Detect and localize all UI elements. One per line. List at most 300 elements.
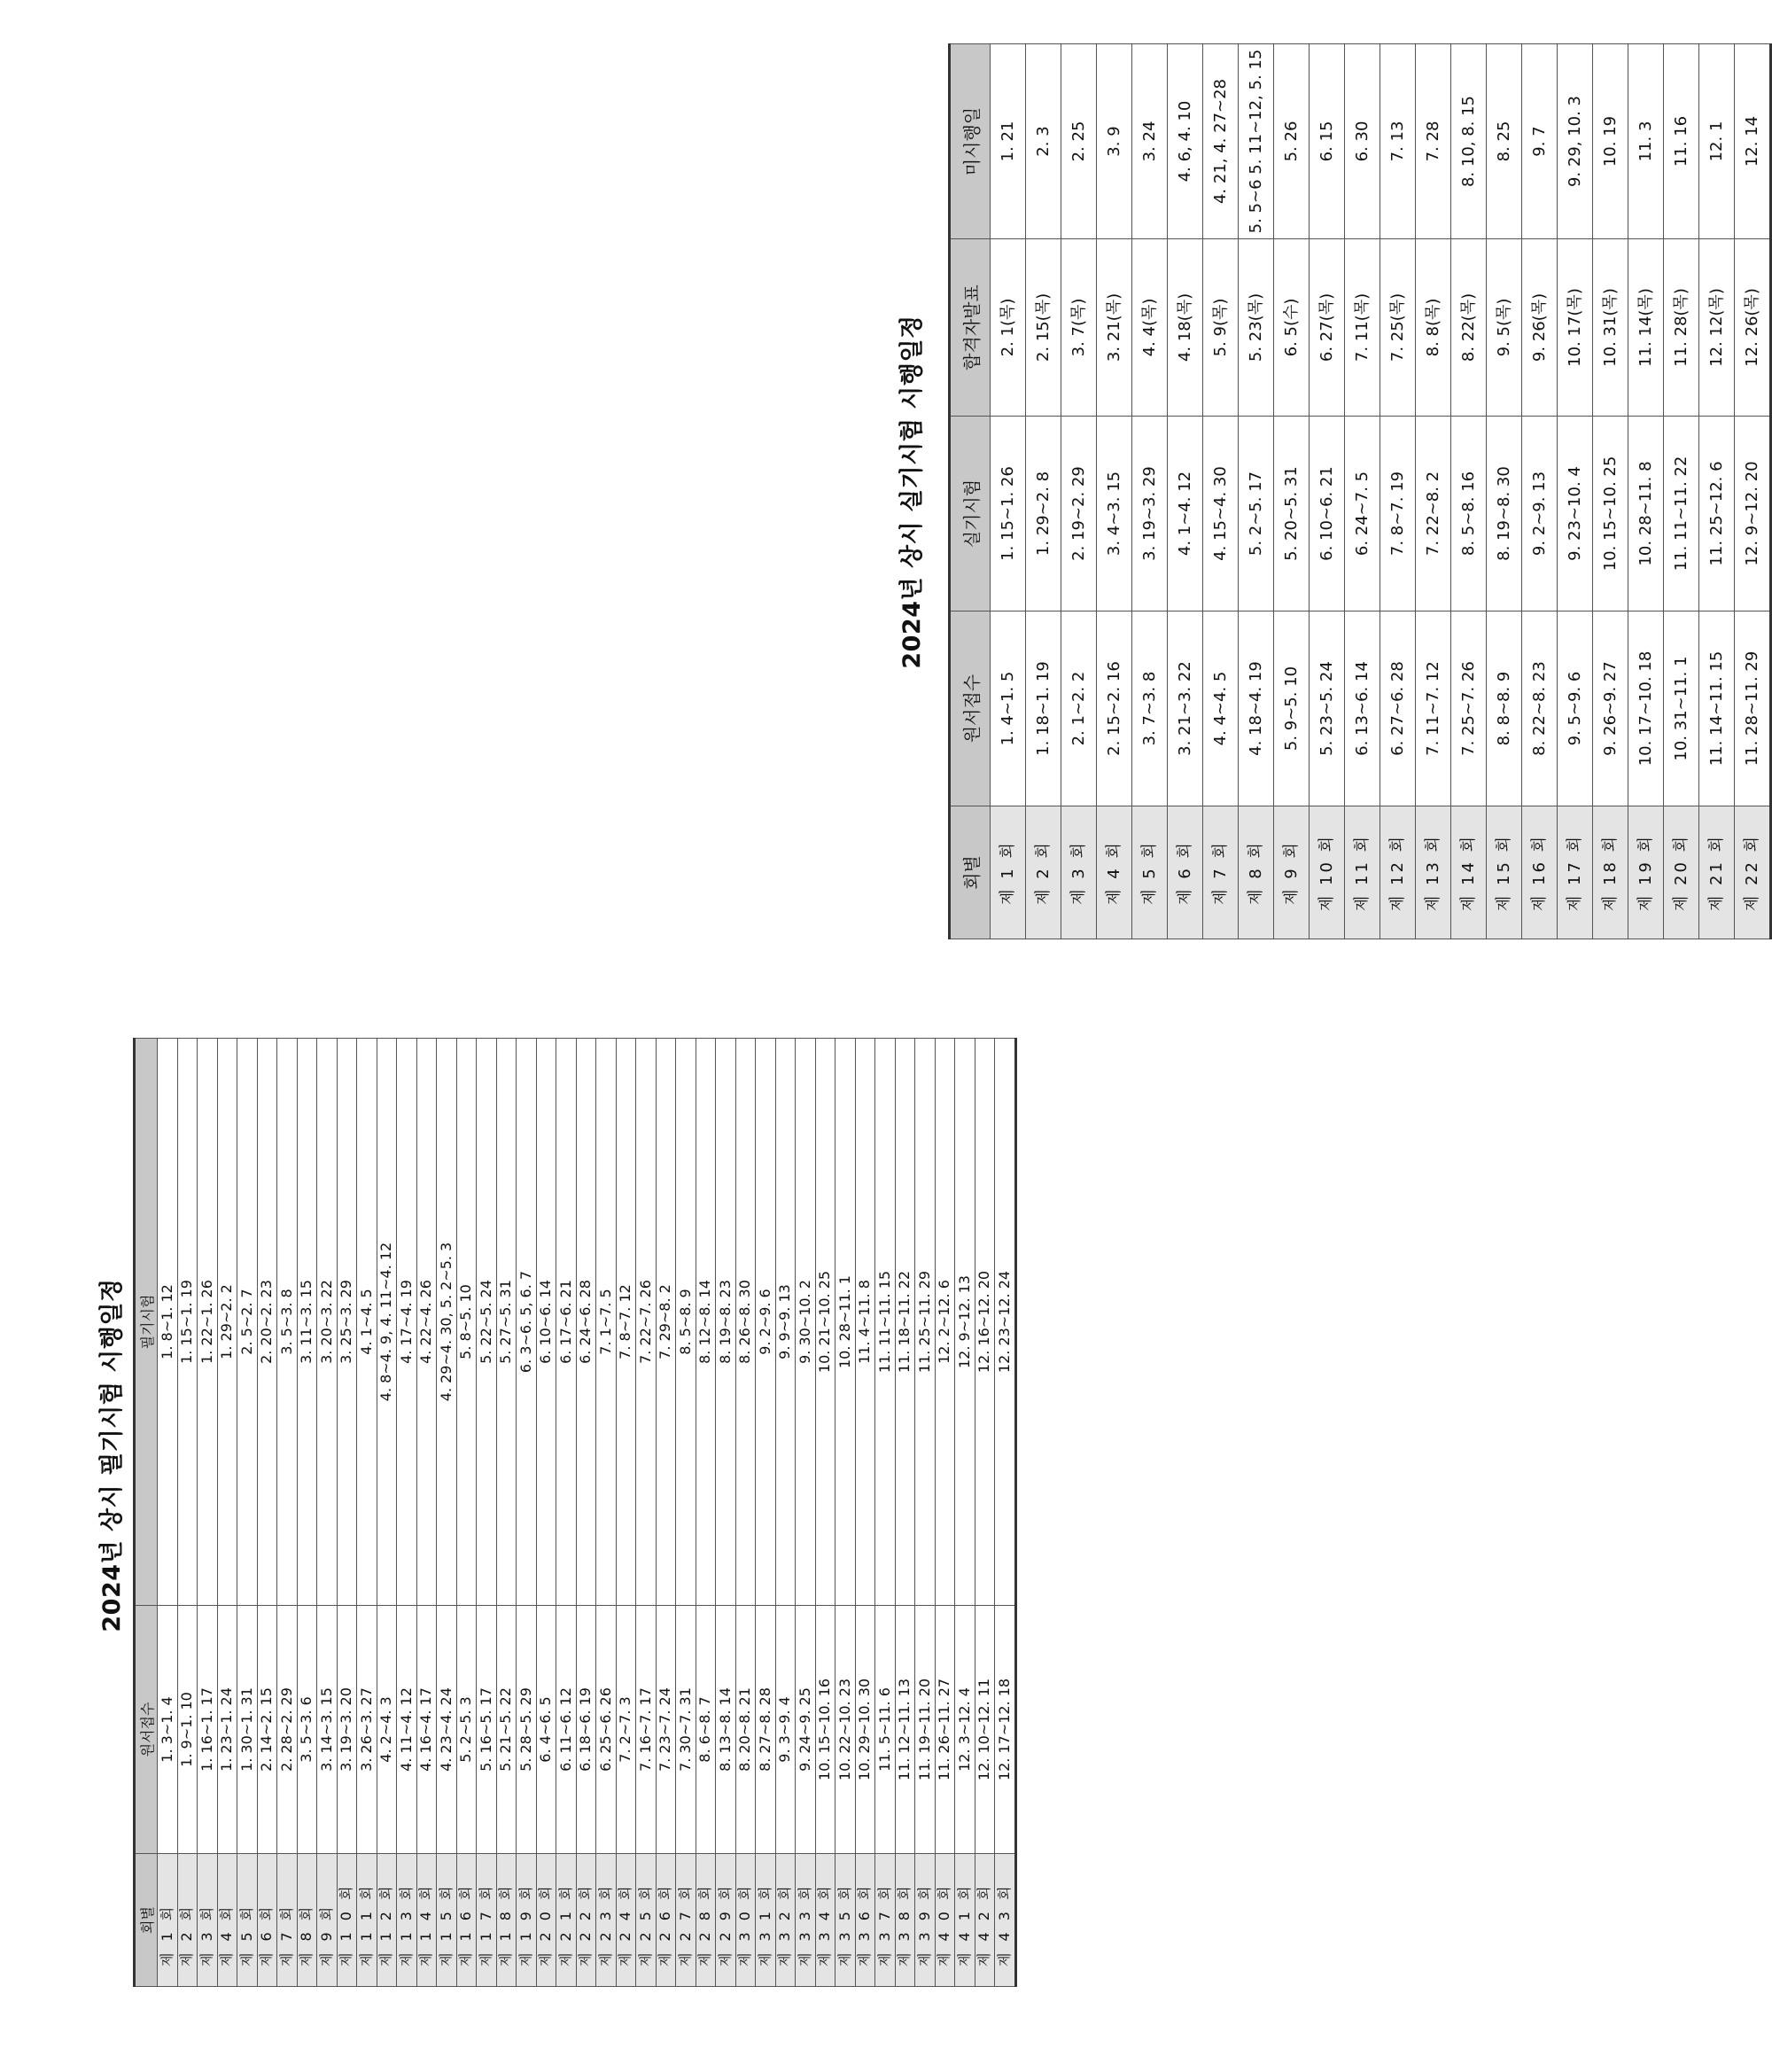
table-row (875, 1039, 896, 1987)
table-row (1735, 44, 1771, 939)
result-announcement-cell: 5. 23(목) (1239, 239, 1274, 417)
round-cell: 제 21 회 (1699, 806, 1735, 939)
application-cell: 7. 2~7. 3 (616, 1606, 636, 1854)
table-row (915, 1039, 936, 1987)
round-cell: 제 5 회 (237, 1854, 258, 1987)
column-header-round: 회별 (950, 806, 991, 939)
round-cell: 제 4 0 회 (935, 1854, 955, 1987)
application-cell: 10. 31~11. 1 (1664, 611, 1699, 806)
table-row (975, 1039, 995, 1987)
application-cell: 8. 6~8. 7 (696, 1606, 716, 1854)
table-row (815, 1039, 835, 1987)
result-announcement-cell: 11. 28(목) (1664, 239, 1699, 417)
round-cell: 제 7 회 (277, 1854, 298, 1987)
table-row (735, 1039, 756, 1987)
application-cell: 8. 13~8. 14 (716, 1606, 736, 1854)
non-exam-days-cell: 2. 25 (1061, 44, 1097, 239)
table-row (297, 1039, 317, 1987)
table-header-row (950, 44, 991, 939)
table-row (1628, 44, 1664, 939)
written-exam-cell: 4. 1~4. 5 (357, 1039, 377, 1606)
table-row (277, 1039, 298, 1987)
non-exam-days-cell: 11. 3 (1628, 44, 1664, 239)
non-exam-days-cell: 1. 21 (991, 44, 1026, 239)
round-cell: 제 8 회 (297, 1854, 317, 1987)
practical-exam-cell: 6. 24~7. 5 (1345, 417, 1380, 611)
round-cell: 제 1 3 회 (397, 1854, 417, 1987)
table-row (1310, 44, 1345, 939)
written-exam-cell: 9. 30~10. 2 (796, 1039, 816, 1606)
round-cell: 제 3 회 (198, 1854, 218, 1987)
written-exam-section (97, 1039, 1013, 1987)
table-row (1026, 44, 1061, 939)
round-cell: 제 3 9 회 (915, 1854, 936, 1987)
practical-exam-cell: 7. 22~8. 2 (1416, 417, 1451, 611)
table-row (835, 1039, 856, 1987)
application-cell: 1. 16~1. 17 (198, 1606, 218, 1854)
written-exam-cell: 6. 17~6. 21 (556, 1039, 577, 1606)
round-cell: 제 2 회 (1026, 806, 1061, 939)
written-exam-cell: 12. 2~12. 6 (935, 1039, 955, 1606)
practical-exam-cell: 1. 15~1. 26 (991, 417, 1026, 611)
written-exam-cell: 3. 5~3. 8 (277, 1039, 298, 1606)
application-cell: 7. 30~7. 31 (676, 1606, 696, 1854)
application-cell: 12. 10~12. 11 (975, 1606, 995, 1854)
application-cell: 1. 18~1. 19 (1026, 611, 1061, 806)
application-cell: 11. 28~11. 29 (1735, 611, 1771, 806)
table-row (596, 1039, 617, 1987)
application-cell: 6. 18~6. 19 (576, 1606, 596, 1854)
result-announcement-cell: 4. 4(목) (1132, 239, 1168, 417)
non-exam-days-cell: 11. 16 (1664, 44, 1699, 239)
table-row (1203, 44, 1239, 939)
written-exam-cell: 8. 19~8. 23 (716, 1039, 736, 1606)
application-cell: 5. 9~5. 10 (1274, 611, 1310, 806)
application-cell: 7. 11~7. 12 (1416, 611, 1451, 806)
non-exam-days-cell: 3. 24 (1132, 44, 1168, 239)
written-exam-cell: 11. 4~11. 8 (855, 1039, 875, 1606)
table-row (257, 1039, 277, 1987)
written-exam-cell: 11. 18~11. 22 (895, 1039, 915, 1606)
practical-exam-cell: 3. 4~3. 15 (1097, 417, 1132, 611)
application-cell: 3. 21~3. 22 (1168, 611, 1203, 806)
table-row (955, 1039, 975, 1987)
application-cell: 5. 16~5. 17 (477, 1606, 497, 1854)
table-row (636, 1039, 657, 1987)
table-row (1345, 44, 1380, 939)
round-cell: 제 15 회 (1487, 806, 1522, 939)
result-announcement-cell: 3. 21(목) (1097, 239, 1132, 417)
column-header-result-announcement: 합격자발표 (950, 239, 991, 417)
table-row (991, 44, 1026, 939)
round-cell: 제 2 4 회 (616, 1854, 636, 1987)
application-cell: 1. 4~1. 5 (991, 611, 1026, 806)
non-exam-days-cell: 8. 10, 8. 15 (1451, 44, 1487, 239)
written-exam-cell: 11. 25~11. 29 (915, 1039, 936, 1606)
application-cell: 9. 5~9. 6 (1558, 611, 1593, 806)
round-cell: 제 9 회 (317, 1854, 338, 1987)
practical-schedule-title: 2024년 상시 실기시험 시행일정 (898, 315, 926, 669)
practical-exam-cell: 2. 19~2. 29 (1061, 417, 1097, 611)
written-exam-cell: 3. 20~3. 22 (317, 1039, 338, 1606)
round-cell: 제 9 회 (1274, 806, 1310, 939)
result-announcement-cell: 11. 14(목) (1628, 239, 1664, 417)
written-exam-cell: 4. 8~4. 9, 4. 11~4. 12 (377, 1039, 397, 1606)
non-exam-days-cell: 12. 1 (1699, 44, 1735, 239)
application-cell: 11. 5~11. 6 (875, 1606, 896, 1854)
application-cell: 1. 9~1. 10 (177, 1606, 198, 1854)
table-row (1487, 44, 1522, 939)
application-cell: 9. 24~9. 25 (796, 1606, 816, 1854)
application-cell: 7. 25~7. 26 (1451, 611, 1487, 806)
application-cell: 5. 2~5. 3 (456, 1606, 477, 1854)
practical-exam-cell: 9. 23~10. 4 (1558, 417, 1593, 611)
round-cell: 제 13 회 (1416, 806, 1451, 939)
practical-schedule-table (948, 43, 1772, 939)
round-cell: 제 3 1 회 (756, 1854, 776, 1987)
round-cell: 제 2 3 회 (596, 1854, 617, 1987)
written-exam-cell: 7. 29~8. 2 (656, 1039, 676, 1606)
practical-exam-cell: 6. 10~6. 21 (1310, 417, 1345, 611)
table-row (1522, 44, 1558, 939)
result-announcement-cell: 12. 26(목) (1735, 239, 1771, 417)
table-row (1061, 44, 1097, 939)
written-exam-cell: 5. 8~5. 10 (456, 1039, 477, 1606)
non-exam-days-cell: 5. 26 (1274, 44, 1310, 239)
table-row (437, 1039, 457, 1987)
round-cell: 제 1 7 회 (477, 1854, 497, 1987)
round-cell: 제 2 회 (177, 1854, 198, 1987)
result-announcement-cell: 10. 17(목) (1558, 239, 1593, 417)
written-exam-cell: 3. 25~3. 29 (337, 1039, 357, 1606)
practical-exam-cell: 3. 19~3. 29 (1132, 417, 1168, 611)
written-schedule-table (133, 1038, 1017, 1987)
table-row (796, 1039, 816, 1987)
round-cell: 제 2 8 회 (696, 1854, 716, 1987)
written-exam-cell: 4. 22~4. 26 (416, 1039, 437, 1606)
non-exam-days-cell: 9. 7 (1522, 44, 1558, 239)
round-cell: 제 11 회 (1345, 806, 1380, 939)
non-exam-days-cell: 6. 15 (1310, 44, 1345, 239)
column-header-round: 회별 (135, 1854, 158, 1987)
round-cell: 제 2 0 회 (536, 1854, 556, 1987)
round-cell: 제 3 5 회 (835, 1854, 856, 1987)
non-exam-days-cell: 6. 30 (1345, 44, 1380, 239)
round-cell: 제 19 회 (1628, 806, 1664, 939)
round-cell: 제 1 회 (158, 1854, 178, 1987)
table-row (337, 1039, 357, 1987)
table-row (377, 1039, 397, 1987)
application-cell: 9. 26~9. 27 (1593, 611, 1628, 806)
table-row (517, 1039, 537, 1987)
round-cell: 제 2 9 회 (716, 1854, 736, 1987)
table-row (1380, 44, 1416, 939)
table-header-row (135, 1039, 158, 1987)
table-row (935, 1039, 955, 1987)
application-cell: 9. 3~9. 4 (775, 1606, 796, 1854)
application-cell: 11. 14~11. 15 (1699, 611, 1735, 806)
non-exam-days-cell: 4. 21, 4. 27~28 (1203, 44, 1239, 239)
written-exam-cell: 5. 27~5. 31 (496, 1039, 517, 1606)
table-row (217, 1039, 237, 1987)
practical-exam-cell: 4. 15~4. 30 (1203, 417, 1239, 611)
application-cell: 8. 8~8. 9 (1487, 611, 1522, 806)
table-row (1097, 44, 1132, 939)
round-cell: 제 1 회 (991, 806, 1026, 939)
written-exam-cell: 9. 9~9. 13 (775, 1039, 796, 1606)
non-exam-days-cell: 2. 3 (1026, 44, 1061, 239)
result-announcement-cell: 7. 11(목) (1345, 239, 1380, 417)
result-announcement-cell: 10. 31(목) (1593, 239, 1628, 417)
non-exam-days-cell: 8. 25 (1487, 44, 1522, 239)
application-cell: 4. 11~4. 12 (397, 1606, 417, 1854)
round-cell: 제 1 0 회 (337, 1854, 357, 1987)
non-exam-days-cell: 3. 9 (1097, 44, 1132, 239)
written-exam-cell: 2. 5~2. 7 (237, 1039, 258, 1606)
round-cell: 제 4 회 (217, 1854, 237, 1987)
table-row (237, 1039, 258, 1987)
application-cell: 6. 11~6. 12 (556, 1606, 577, 1854)
application-cell: 2. 14~2. 15 (257, 1606, 277, 1854)
application-cell: 6. 25~6. 26 (596, 1606, 617, 1854)
written-exam-cell: 9. 2~9. 6 (756, 1039, 776, 1606)
practical-exam-cell: 10. 15~10. 25 (1593, 417, 1628, 611)
application-cell: 5. 21~5. 22 (496, 1606, 517, 1854)
application-cell: 2. 15~2. 16 (1097, 611, 1132, 806)
table-row (756, 1039, 776, 1987)
table-row (477, 1039, 497, 1987)
column-header-written-exam: 필기시험 (135, 1039, 158, 1606)
written-exam-cell: 7. 1~7. 5 (596, 1039, 617, 1606)
application-cell: 10. 22~10. 23 (835, 1606, 856, 1854)
practical-exam-section (886, 44, 1761, 939)
written-exam-cell: 4. 29~4. 30, 5. 2~5. 3 (437, 1039, 457, 1606)
application-cell: 4. 16~4. 17 (416, 1606, 437, 1854)
result-announcement-cell: 8. 8(목) (1416, 239, 1451, 417)
application-cell: 6. 4~6. 5 (536, 1606, 556, 1854)
practical-exam-cell: 11. 25~12. 6 (1699, 417, 1735, 611)
round-cell: 제 20 회 (1664, 806, 1699, 939)
round-cell: 제 6 회 (1168, 806, 1203, 939)
application-cell: 4. 23~4. 24 (437, 1606, 457, 1854)
result-announcement-cell: 4. 18(목) (1168, 239, 1203, 417)
written-exam-cell: 6. 10~6. 14 (536, 1039, 556, 1606)
written-exam-cell: 10. 28~11. 1 (835, 1039, 856, 1606)
written-exam-cell: 12. 9~12. 13 (955, 1039, 975, 1606)
application-cell: 11. 26~11. 27 (935, 1606, 955, 1854)
table-row (158, 1039, 178, 1987)
application-cell: 7. 23~7. 24 (656, 1606, 676, 1854)
result-announcement-cell: 5. 9(목) (1203, 239, 1239, 417)
written-exam-cell: 5. 22~5. 24 (477, 1039, 497, 1606)
table-row (177, 1039, 198, 1987)
result-announcement-cell: 6. 5(수) (1274, 239, 1310, 417)
round-cell: 제 3 7 회 (875, 1854, 896, 1987)
application-cell: 5. 23~5. 24 (1310, 611, 1345, 806)
round-cell: 제 4 3 회 (995, 1854, 1016, 1987)
column-header-application: 원서접수 (950, 611, 991, 806)
practical-exam-cell: 4. 1~4. 12 (1168, 417, 1203, 611)
table-row (895, 1039, 915, 1987)
practical-exam-cell: 8. 5~8. 16 (1451, 417, 1487, 611)
application-cell: 7. 16~7. 17 (636, 1606, 657, 1854)
table-row (397, 1039, 417, 1987)
application-cell: 1. 3~1. 4 (158, 1606, 178, 1854)
written-exam-cell: 3. 11~3. 15 (297, 1039, 317, 1606)
application-cell: 10. 15~10. 16 (815, 1606, 835, 1854)
round-cell: 제 2 6 회 (656, 1854, 676, 1987)
table-row (656, 1039, 676, 1987)
application-cell: 11. 12~11. 13 (895, 1606, 915, 1854)
table-row (556, 1039, 577, 1987)
written-exam-cell: 11. 11~11. 15 (875, 1039, 896, 1606)
application-cell: 6. 27~6. 28 (1380, 611, 1416, 806)
non-exam-days-cell: 5. 5~6 5. 11~12, 5. 15 (1239, 44, 1274, 239)
written-exam-cell: 4. 17~4. 19 (397, 1039, 417, 1606)
table-row (576, 1039, 596, 1987)
round-cell: 제 3 0 회 (735, 1854, 756, 1987)
round-cell: 제 3 4 회 (815, 1854, 835, 1987)
written-exam-cell: 1. 29~2. 2 (217, 1039, 237, 1606)
practical-exam-cell: 8. 19~8. 30 (1487, 417, 1522, 611)
round-cell: 제 1 1 회 (357, 1854, 377, 1987)
table-row (696, 1039, 716, 1987)
practical-exam-cell: 9. 2~9. 13 (1522, 417, 1558, 611)
round-cell: 제 5 회 (1132, 806, 1168, 939)
round-cell: 제 1 4 회 (416, 1854, 437, 1987)
written-exam-cell: 1. 15~1. 19 (177, 1039, 198, 1606)
round-cell: 제 2 2 회 (576, 1854, 596, 1987)
practical-exam-cell: 5. 2~5. 17 (1239, 417, 1274, 611)
application-cell: 4. 2~4. 3 (377, 1606, 397, 1854)
table-row (775, 1039, 796, 1987)
round-cell: 제 2 1 회 (556, 1854, 577, 1987)
round-cell: 제 12 회 (1380, 806, 1416, 939)
application-cell: 8. 20~8. 21 (735, 1606, 756, 1854)
non-exam-days-cell: 9. 29, 10. 3 (1558, 44, 1593, 239)
table-row (496, 1039, 517, 1987)
application-cell: 12. 3~12. 4 (955, 1606, 975, 1854)
written-exam-cell: 2. 20~2. 23 (257, 1039, 277, 1606)
practical-exam-cell: 7. 8~7. 19 (1380, 417, 1416, 611)
written-exam-cell: 7. 8~7. 12 (616, 1039, 636, 1606)
non-exam-days-cell: 7. 13 (1380, 44, 1416, 239)
written-schedule-title: 2024년 상시 필기시험 시행일정 (98, 1278, 126, 1632)
round-cell: 제 3 8 회 (895, 1854, 915, 1987)
application-cell: 12. 17~12. 18 (995, 1606, 1016, 1854)
round-cell: 제 3 2 회 (775, 1854, 796, 1987)
application-cell: 3. 5~3. 6 (297, 1606, 317, 1854)
table-row (676, 1039, 696, 1987)
application-cell: 10. 29~10. 30 (855, 1606, 875, 1854)
table-row (1558, 44, 1593, 939)
application-cell: 2. 1~2. 2 (1061, 611, 1097, 806)
application-cell: 3. 14~3. 15 (317, 1606, 338, 1854)
round-cell: 제 16 회 (1522, 806, 1558, 939)
table-row (995, 1039, 1016, 1987)
practical-exam-cell: 5. 20~5. 31 (1274, 417, 1310, 611)
practical-exam-cell: 11. 11~11. 22 (1664, 417, 1699, 611)
table-row (357, 1039, 377, 1987)
written-exam-cell: 6. 3~6. 5, 6. 7 (517, 1039, 537, 1606)
round-cell: 제 1 6 회 (456, 1854, 477, 1987)
application-cell: 11. 19~11. 20 (915, 1606, 936, 1854)
practical-exam-cell: 10. 28~11. 8 (1628, 417, 1664, 611)
non-exam-days-cell: 7. 28 (1416, 44, 1451, 239)
application-cell: 3. 7~3. 8 (1132, 611, 1168, 806)
result-announcement-cell: 6. 27(목) (1310, 239, 1345, 417)
table-row (1168, 44, 1203, 939)
application-cell: 4. 4~4. 5 (1203, 611, 1239, 806)
table-row (1132, 44, 1168, 939)
written-exam-cell: 6. 24~6. 28 (576, 1039, 596, 1606)
non-exam-days-cell: 10. 19 (1593, 44, 1628, 239)
table-row (416, 1039, 437, 1987)
column-header-non-exam-days: 미시행일 (950, 44, 991, 239)
round-cell: 제 1 5 회 (437, 1854, 457, 1987)
table-row (616, 1039, 636, 1987)
result-announcement-cell: 8. 22(목) (1451, 239, 1487, 417)
application-cell: 1. 30~1. 31 (237, 1606, 258, 1854)
written-exam-cell: 8. 26~8. 30 (735, 1039, 756, 1606)
column-header-application: 원서접수 (135, 1606, 158, 1854)
application-cell: 5. 28~5. 29 (517, 1606, 537, 1854)
round-cell: 제 2 7 회 (676, 1854, 696, 1987)
result-announcement-cell: 2. 1(목) (991, 239, 1026, 417)
table-row (536, 1039, 556, 1987)
written-exam-cell: 8. 12~8. 14 (696, 1039, 716, 1606)
round-cell: 제 6 회 (257, 1854, 277, 1987)
result-announcement-cell: 3. 7(목) (1061, 239, 1097, 417)
round-cell: 제 18 회 (1593, 806, 1628, 939)
round-cell: 제 7 회 (1203, 806, 1239, 939)
application-cell: 8. 22~8. 23 (1522, 611, 1558, 806)
round-cell: 제 3 회 (1061, 806, 1097, 939)
round-cell: 제 4 1 회 (955, 1854, 975, 1987)
result-announcement-cell: 7. 25(목) (1380, 239, 1416, 417)
table-row (1239, 44, 1274, 939)
application-cell: 1. 23~1. 24 (217, 1606, 237, 1854)
application-cell: 4. 18~4. 19 (1239, 611, 1274, 806)
result-announcement-cell: 2. 15(목) (1026, 239, 1061, 417)
round-cell: 제 4 회 (1097, 806, 1132, 939)
table-row (1593, 44, 1628, 939)
written-exam-cell: 1. 8~1. 12 (158, 1039, 178, 1606)
table-row (1416, 44, 1451, 939)
round-cell: 제 14 회 (1451, 806, 1487, 939)
practical-exam-cell: 1. 29~2. 8 (1026, 417, 1061, 611)
round-cell: 제 1 2 회 (377, 1854, 397, 1987)
result-announcement-cell: 9. 5(목) (1487, 239, 1522, 417)
round-cell: 제 3 3 회 (796, 1854, 816, 1987)
round-cell: 제 4 2 회 (975, 1854, 995, 1987)
table-row (716, 1039, 736, 1987)
table-row (1451, 44, 1487, 939)
result-announcement-cell: 9. 26(목) (1522, 239, 1558, 417)
table-row (1664, 44, 1699, 939)
written-exam-cell: 1. 22~1. 26 (198, 1039, 218, 1606)
table-row (198, 1039, 218, 1987)
non-exam-days-cell: 12. 14 (1735, 44, 1771, 239)
table-row (1699, 44, 1735, 939)
table-row (456, 1039, 477, 1987)
written-exam-cell: 8. 5~8. 9 (676, 1039, 696, 1606)
application-cell: 6. 13~6. 14 (1345, 611, 1380, 806)
table-row (1274, 44, 1310, 939)
round-cell: 제 2 5 회 (636, 1854, 657, 1987)
non-exam-days-cell: 4. 6, 4. 10 (1168, 44, 1203, 239)
application-cell: 3. 26~3. 27 (357, 1606, 377, 1854)
